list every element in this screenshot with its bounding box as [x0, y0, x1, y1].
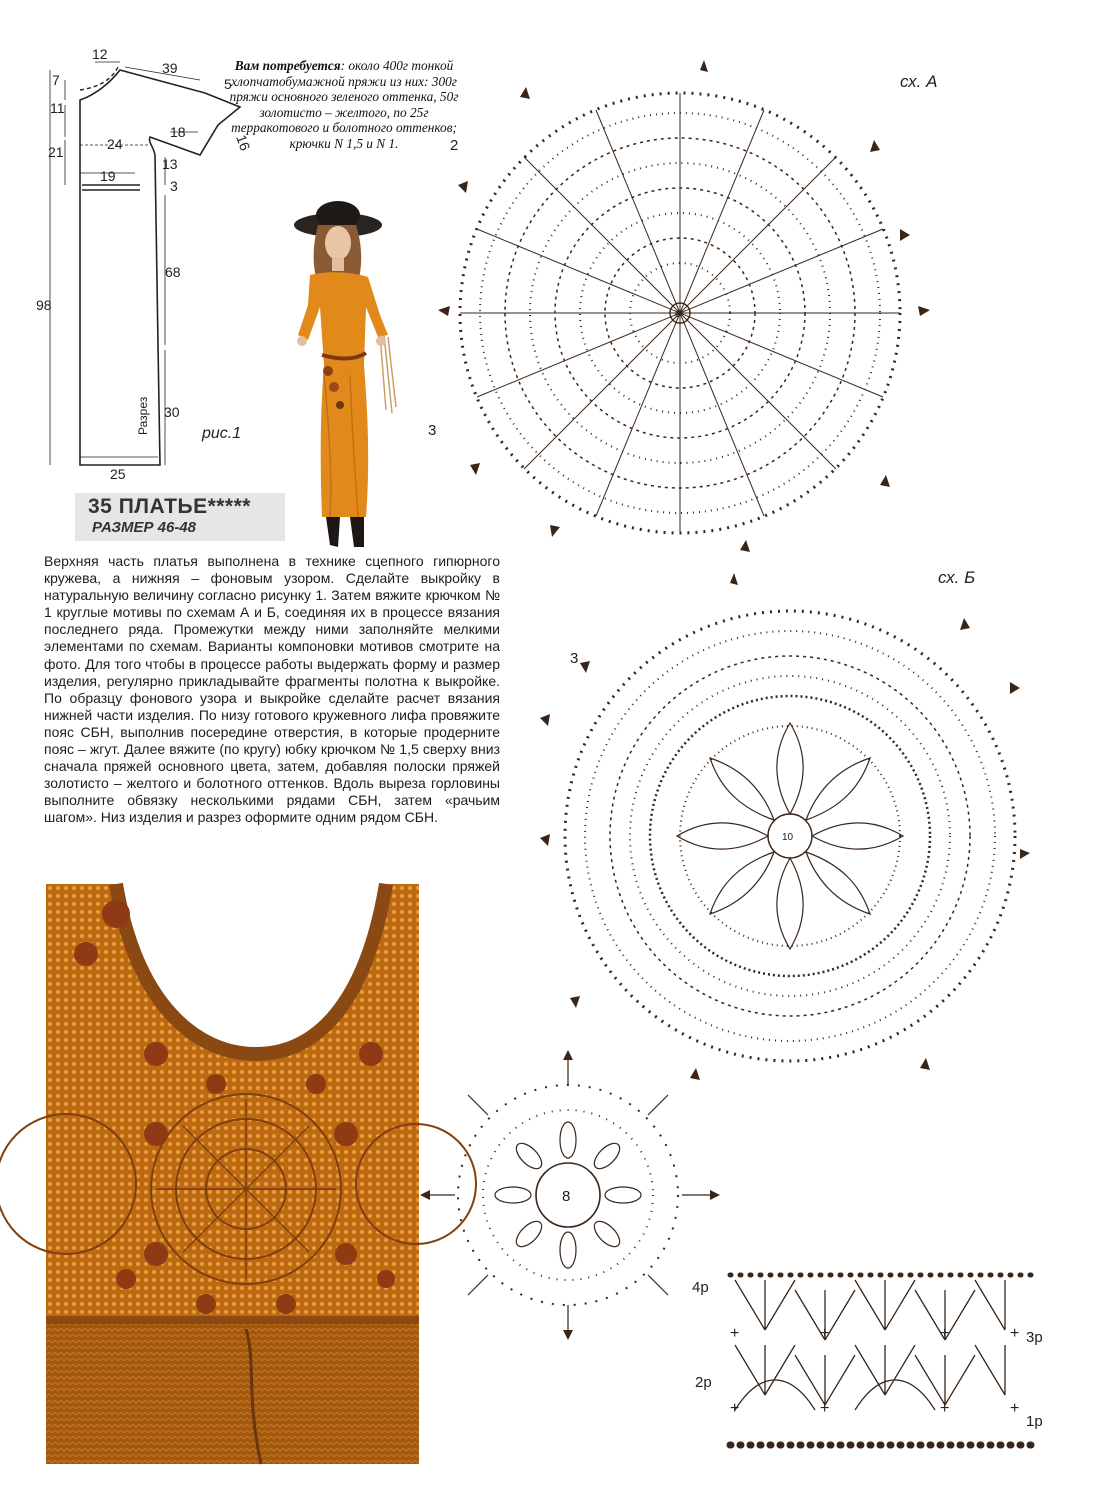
dim-hem: 25 [110, 466, 126, 482]
background-pattern-diagram [690, 1270, 1070, 1470]
scheme-a-ring-3: 3 [428, 422, 437, 439]
svg-text:+: + [1010, 1325, 1020, 1342]
figure-label: рис.1 [202, 425, 242, 442]
row-4-label: 4р [692, 1279, 709, 1296]
dim-sleeve-cuff: 5 [224, 76, 232, 92]
scheme-a-label: сх. А [900, 72, 938, 91]
scheme-b-label: сх. Б [938, 568, 976, 587]
materials-text: : около 400г тонкой хлопчатобумажной пряжи из них: 300г пряжи основного зеленого оттенка, 50г золотисто – желтого, по 25г терракотового и болотного оттенков; крючки N 1,5 и N 1. [229, 58, 459, 151]
dim-sleeve-width: 16 [233, 132, 254, 153]
slit-label: Разрез [136, 396, 150, 435]
dim-total-length: 98 [36, 297, 52, 313]
dim-bodice: 21 [48, 144, 64, 160]
svg-text:+: + [730, 1325, 740, 1342]
row-3-label: 3р [1026, 1329, 1043, 1346]
size-label: РАЗМЕР 46-48 [92, 519, 196, 536]
scheme-b-center: 10 [782, 832, 794, 843]
dim-neck-depth: 7 [52, 72, 60, 88]
dim-chest: 24 [107, 136, 123, 152]
svg-text:+: + [940, 1400, 950, 1417]
scheme-a-ring-2: 2 [450, 137, 459, 154]
dim-belt: 3 [170, 178, 178, 194]
scheme-b-diagram [530, 578, 1050, 1088]
row-2-label: 2р [695, 1374, 712, 1391]
small-motif-diagram [420, 1040, 720, 1350]
dim-skirt: 68 [165, 264, 181, 280]
model-photo [280, 195, 430, 555]
instructions-text: Верхняя часть платья выполнена в технике сцепного гипюрного кружева, а нижняя – фоновым узором. Сделайте выкройку в натуральную величину согласно рисунку 1. Затем вяжите крючком № 1 круглые мотивы по схемам А и Б, соединяя их в процессе вязания последнего ряда. Промежутки между ними заполняйте мелкими элементами по схемам. Варианты компоновки мотивов смотрите на фото. Для того чтобы в процессе работы выдержать форму и размер изделия, регулярно прикладывайте фрагменты полотна к выкройке. По образцу фонового узора и выкройке сделайте расчет вязания нижней части изделия. По низу готового кружевного лифа провяжите пояс СБН, выполнив посередине отверстия, в которые продерните пояс – жгут. Далее вяжите (по кругу) юбку крючком № 1,5 сверху вниз сначала пряжей основного цвета, затем, добавляя полоски пряжей золотисто – желтого и болотного оттенков. Вдоль выреза горловины выполните обвязку несколькими рядами СБН, затем «рачьим шагом». Низ изделия и разрез оформите одним рядом СБН. [44, 553, 500, 826]
scheme-a-diagram [410, 55, 950, 565]
svg-text:+: + [730, 1400, 740, 1417]
dim-armhole-top: 11 [50, 100, 65, 116]
dim-side: 13 [162, 156, 178, 172]
svg-text:+: + [820, 1325, 830, 1342]
row-1-label: 1р [1026, 1413, 1043, 1430]
article-title: 35 ПЛАТЬЕ***** [88, 495, 251, 518]
dim-sleeve-length: 39 [162, 60, 178, 76]
materials-heading: Вам потребуется [234, 58, 341, 73]
svg-text:+: + [820, 1400, 830, 1417]
svg-text:+: + [1010, 1400, 1020, 1417]
scheme-b-ring-3: 3 [570, 650, 579, 667]
svg-text:+: + [940, 1325, 950, 1342]
dim-slit: 30 [164, 404, 180, 420]
small-motif-center: 8 [562, 1188, 571, 1205]
dim-sleeve-bottom: 18 [170, 124, 186, 140]
dim-shoulder: 12 [92, 46, 108, 62]
scheme-a-center: 6 [675, 309, 681, 319]
dim-waist: 19 [100, 168, 116, 184]
lace-closeup-photo [46, 884, 419, 1464]
